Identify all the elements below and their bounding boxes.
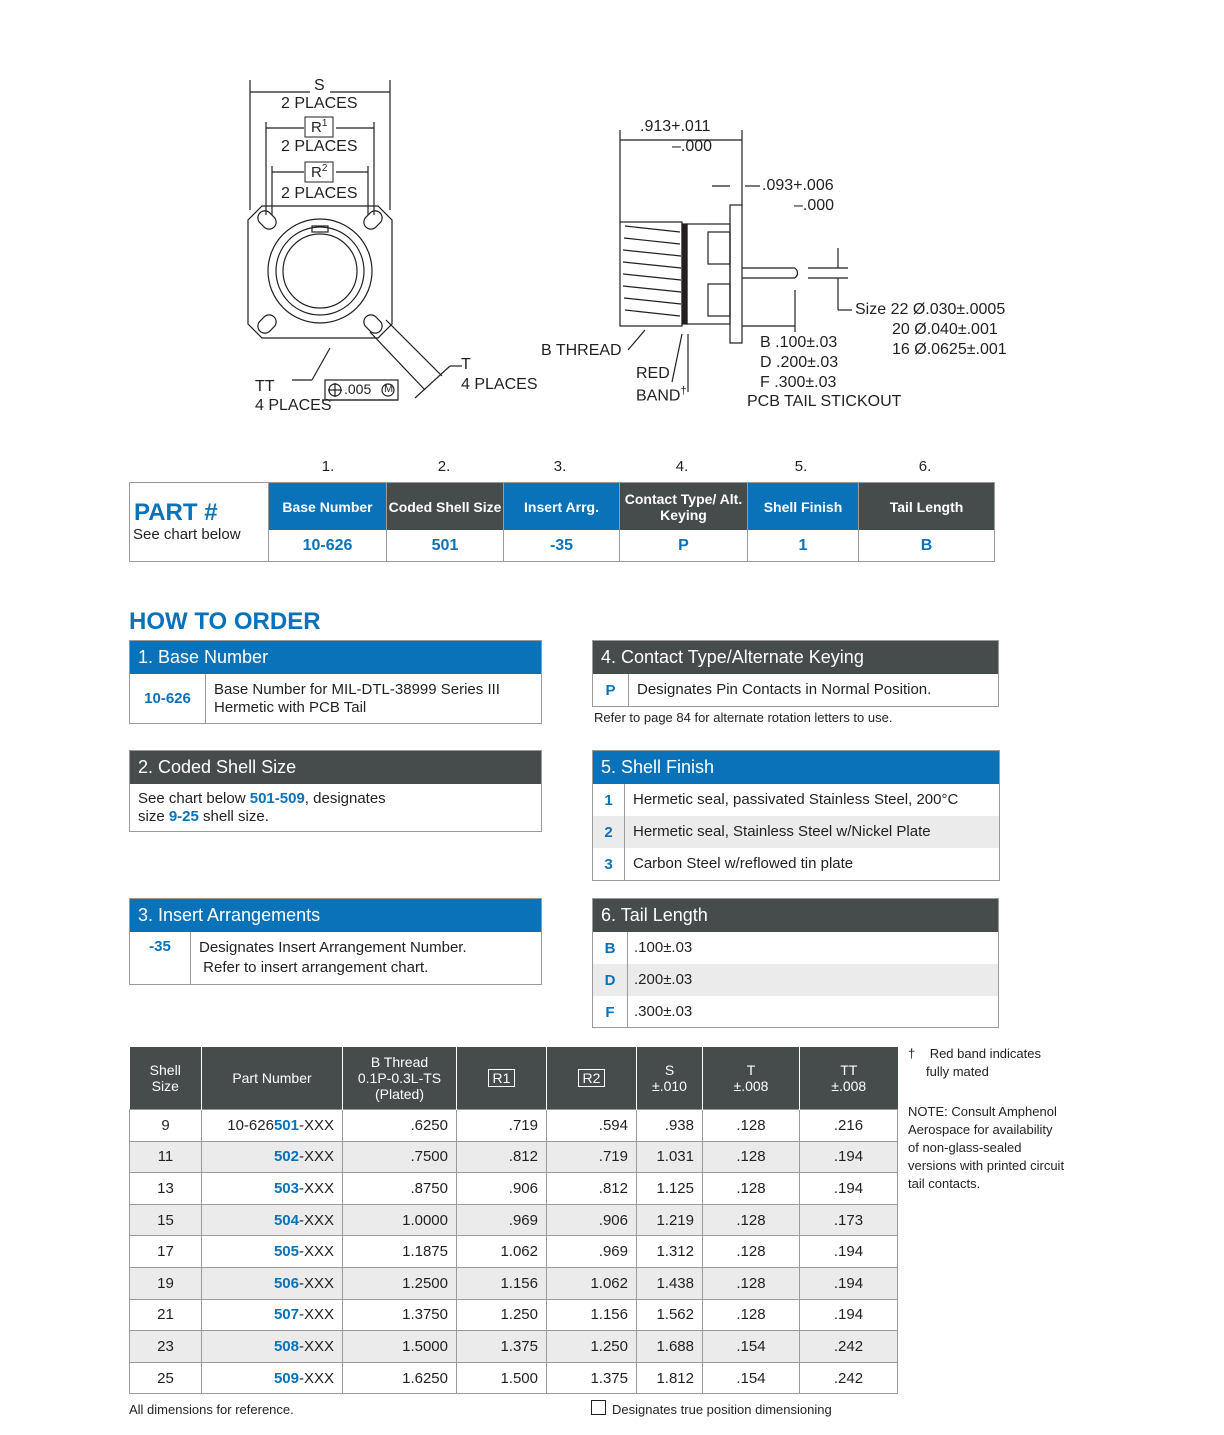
part-number-subtitle: See chart below [133, 526, 241, 543]
cell-b-thread: 1.1875 [343, 1236, 457, 1268]
contact-note: Refer to page 84 for alternate rotation letters to use. [594, 710, 893, 725]
side-view-drawing [0, 0, 1224, 430]
cell-b-thread: .7500 [343, 1141, 457, 1173]
cell-r1: 1.156 [457, 1267, 547, 1299]
red-label: RED [636, 365, 670, 382]
tolerance-label: .005 [344, 381, 372, 397]
tt-label: TT [255, 378, 275, 395]
cell-s: 1.438 [637, 1267, 703, 1299]
table-header-row [130, 1047, 898, 1110]
contact-desc: Designates Pin Contacts in Normal Position. [637, 681, 932, 698]
cell-part-number: 502-XXX [202, 1141, 343, 1173]
tolerance-mod-label: M [384, 383, 394, 395]
cell-t: .154 [703, 1362, 800, 1394]
finish-desc: Carbon Steel w/reflowed tin plate [633, 855, 854, 872]
cell-part-number: 505-XXX [202, 1236, 343, 1268]
cell-r1: .906 [457, 1173, 547, 1205]
finish-code: 1 [593, 784, 625, 816]
tail-code: D [593, 964, 628, 996]
insert-desc: Designates Insert Arrangement Number. Refer to insert arrangement chart. [199, 939, 467, 976]
r1-label: $R^1$ [311, 118, 328, 136]
cell-r1: .719 [457, 1110, 547, 1142]
cell-r1: 1.500 [457, 1362, 547, 1394]
cell-b-thread: 1.6250 [343, 1362, 457, 1394]
cell-r2: .719 [547, 1141, 637, 1173]
tail-desc: .100±.03 [634, 939, 693, 956]
list-item [593, 816, 999, 848]
cell-b-thread: .6250 [343, 1110, 457, 1142]
list-item [593, 784, 999, 816]
insert-code: -35 [130, 932, 191, 984]
shell-finish-section [592, 750, 1000, 881]
true-position-note: Designates true position dimensioning [612, 1402, 832, 1417]
cell-t: .128 [703, 1110, 800, 1142]
tail-desc: .300±.03 [634, 1003, 693, 1020]
cell-b-thread: 1.5000 [343, 1331, 457, 1363]
cell-s: 1.312 [637, 1236, 703, 1268]
section-header: 2. Coded Shell Size [130, 751, 541, 784]
pn-header: Tail Length [859, 483, 994, 530]
cell-shell: 9 [130, 1110, 202, 1142]
r2-label: $R^2$ [311, 163, 328, 181]
pn-index-2: 2. [437, 458, 451, 475]
cell-t: .154 [703, 1331, 800, 1363]
table-row [130, 1331, 898, 1363]
cell-b-thread: .8750 [343, 1173, 457, 1205]
col-tt: TT ±.008 [800, 1047, 898, 1110]
col-t: T ±.008 [703, 1047, 800, 1110]
col-b-thread: B Thread 0.1P-0.3L-TS (Plated) [343, 1047, 457, 1110]
pn-col-tail [858, 483, 994, 561]
pn-col-contact [619, 483, 747, 561]
cell-tt: .216 [800, 1110, 898, 1142]
tail-desc: .200±.03 [634, 971, 693, 988]
size22-label: Size 22 Ø.030±.0005 [855, 301, 1006, 318]
tail-code: F [593, 996, 628, 1028]
cell-shell: 25 [130, 1362, 202, 1394]
col-shell-size: Shell Size [130, 1047, 202, 1110]
contact-code: P [593, 674, 629, 706]
cell-r1: .969 [457, 1204, 547, 1236]
r2-places-label: 2 PLACES [281, 185, 358, 202]
insert-section [129, 898, 542, 985]
cell-r2: .594 [547, 1110, 637, 1142]
pn-header: Contact Type/ Alt. Keying [620, 483, 747, 530]
consult-note: NOTE: Consult Amphenol Aerospace for availability of non-glass-sealed versions with printed circuit tail contacts. [908, 1104, 1065, 1191]
pn-header: Shell Finish [748, 483, 858, 530]
base-number-code: 10-626 [130, 674, 206, 723]
cell-tt: .194 [800, 1267, 898, 1299]
cell-r2: .969 [547, 1236, 637, 1268]
all-dims-note: All dimensions for reference. [129, 1402, 294, 1417]
cell-t: .128 [703, 1236, 800, 1268]
tail-length-section [592, 898, 999, 1028]
size16-label: 16 Ø.0625±.001 [892, 341, 1007, 358]
cell-shell: 21 [130, 1299, 202, 1331]
cell-s: .938 [637, 1110, 703, 1142]
col-part-number: Part Number [202, 1047, 343, 1110]
cell-shell: 11 [130, 1141, 202, 1173]
finish-desc: Hermetic seal, passivated Stainless Steel, 200°C [633, 791, 959, 808]
cell-tt: .194 [800, 1141, 898, 1173]
pn-header: Coded Shell Size [387, 483, 503, 530]
pn-value: 10-626 [302, 536, 353, 554]
cell-part-number: 507-XXX [202, 1299, 343, 1331]
cell-s: 1.125 [637, 1173, 703, 1205]
table-row [130, 1362, 898, 1394]
shell-size-table [129, 1047, 898, 1394]
pn-col-finish [747, 483, 858, 561]
cell-r2: 1.250 [547, 1331, 637, 1363]
pn-col-base [268, 483, 386, 561]
true-position-box-icon [591, 1400, 606, 1415]
table-row [130, 1110, 898, 1142]
cell-r2: 1.375 [547, 1362, 637, 1394]
f-tail-label: F .300±.03 [760, 374, 837, 391]
section-header: 1. Base Number [130, 641, 541, 674]
pn-index-3: 3. [553, 458, 567, 475]
d-tail-label: D .200±.03 [760, 354, 839, 371]
pn-value: B [920, 536, 933, 554]
pn-col-shell [386, 483, 503, 561]
cell-part-number: 508-XXX [202, 1331, 343, 1363]
coded-shell-section [129, 750, 542, 832]
cell-tt: .194 [800, 1299, 898, 1331]
s-places-label: 2 PLACES [281, 95, 358, 112]
table-row [130, 1141, 898, 1173]
pn-value: P [678, 536, 689, 554]
list-item [593, 964, 998, 996]
section-header: 5. Shell Finish [593, 751, 999, 784]
t-label: T [461, 356, 471, 373]
b-thread-label: B THREAD [541, 342, 622, 359]
list-item [593, 932, 998, 964]
col-r1: R1 [457, 1047, 547, 1110]
list-item [593, 848, 999, 880]
table-row [130, 1299, 898, 1331]
part-number-title: PART # [134, 499, 218, 526]
section-header: 6. Tail Length [593, 899, 998, 932]
cell-t: .128 [703, 1299, 800, 1331]
red-band-note: † Red band indicates fully mated [908, 1046, 1041, 1079]
pn-index-5: 5. [794, 458, 808, 475]
b-tail-label: B .100±.03 [760, 334, 838, 351]
cell-s: 1.562 [637, 1299, 703, 1331]
len-913-minus-label: –.000 [672, 138, 713, 155]
pn-header: Insert Arrg. [504, 483, 619, 530]
cell-r2: .906 [547, 1204, 637, 1236]
cell-b-thread: 1.2500 [343, 1267, 457, 1299]
cell-r2: .812 [547, 1173, 637, 1205]
finish-desc: Hermetic seal, Stainless Steel w/Nickel Plate [633, 823, 931, 840]
table-row [130, 1267, 898, 1299]
pn-index-4: 4. [675, 458, 689, 475]
cell-part-number: 504-XXX [202, 1204, 343, 1236]
list-item [593, 996, 998, 1028]
section-header: 4. Contact Type/Alternate Keying [593, 641, 998, 674]
cell-tt: .242 [800, 1331, 898, 1363]
cell-t: .128 [703, 1141, 800, 1173]
coded-shell-desc: See chart below 501-509, designates size 9-25 shell size. [138, 790, 386, 825]
cell-t: .128 [703, 1173, 800, 1205]
len-093-minus-label: –.000 [794, 197, 835, 214]
pn-header: Base Number [269, 483, 386, 530]
cell-part-number: 503-XXX [202, 1173, 343, 1205]
cell-shell: 13 [130, 1173, 202, 1205]
cell-r1: 1.250 [457, 1299, 547, 1331]
pn-value: 1 [798, 536, 808, 554]
table-row [130, 1236, 898, 1268]
cell-r2: 1.156 [547, 1299, 637, 1331]
len-093-label: .093+.006 [762, 177, 834, 194]
r1-places-label: 2 PLACES [281, 138, 358, 155]
cell-t: .128 [703, 1204, 800, 1236]
cell-s: 1.688 [637, 1331, 703, 1363]
cell-part-number: 509-XXX [202, 1362, 343, 1394]
cell-tt: .173 [800, 1204, 898, 1236]
tt-places-label: 4 PLACES [255, 397, 332, 414]
base-number-desc: Base Number for MIL-DTL-38999 Series III Hermetic with PCB Tail [214, 680, 500, 716]
pn-index-6: 6. [918, 458, 932, 475]
cell-part-number: 10-626501-XXX [202, 1110, 343, 1142]
cell-shell: 19 [130, 1267, 202, 1299]
pn-value: -35 [549, 536, 574, 554]
cell-b-thread: 1.0000 [343, 1204, 457, 1236]
finish-code: 2 [593, 816, 625, 848]
contact-section [592, 640, 999, 707]
section-header: 3. Insert Arrangements [130, 899, 541, 932]
pn-col-insert [503, 483, 619, 561]
s-label: S [314, 77, 325, 94]
band-label: BAND† [636, 385, 687, 405]
tail-code: B [593, 932, 628, 964]
pn-index-1: 1. [321, 458, 335, 475]
cell-r2: 1.062 [547, 1267, 637, 1299]
pcb-label: PCB TAIL STICKOUT [747, 393, 902, 410]
cell-tt: .242 [800, 1362, 898, 1394]
len-913-label: .913+.011 [640, 118, 711, 135]
cell-shell: 15 [130, 1204, 202, 1236]
table-row [130, 1173, 898, 1205]
cell-tt: .194 [800, 1173, 898, 1205]
table-row [130, 1204, 898, 1236]
base-number-section [129, 640, 542, 724]
part-number-table [129, 482, 995, 562]
cell-s: 1.812 [637, 1362, 703, 1394]
cell-r1: .812 [457, 1141, 547, 1173]
how-to-order-title: HOW TO ORDER [129, 608, 321, 635]
size20-label: 20 Ø.040±.001 [892, 321, 998, 338]
col-r2: R2 [547, 1047, 637, 1110]
col-s: S ±.010 [637, 1047, 703, 1110]
cell-s: 1.031 [637, 1141, 703, 1173]
cell-part-number: 506-XXX [202, 1267, 343, 1299]
finish-code: 3 [593, 848, 625, 880]
cell-shell: 23 [130, 1331, 202, 1363]
cell-s: 1.219 [637, 1204, 703, 1236]
cell-t: .128 [703, 1267, 800, 1299]
cell-tt: .194 [800, 1236, 898, 1268]
cell-shell: 17 [130, 1236, 202, 1268]
cell-b-thread: 1.3750 [343, 1299, 457, 1331]
pn-value: 501 [431, 536, 459, 554]
t-places-label: 4 PLACES [461, 376, 538, 393]
cell-r1: 1.375 [457, 1331, 547, 1363]
cell-r1: 1.062 [457, 1236, 547, 1268]
